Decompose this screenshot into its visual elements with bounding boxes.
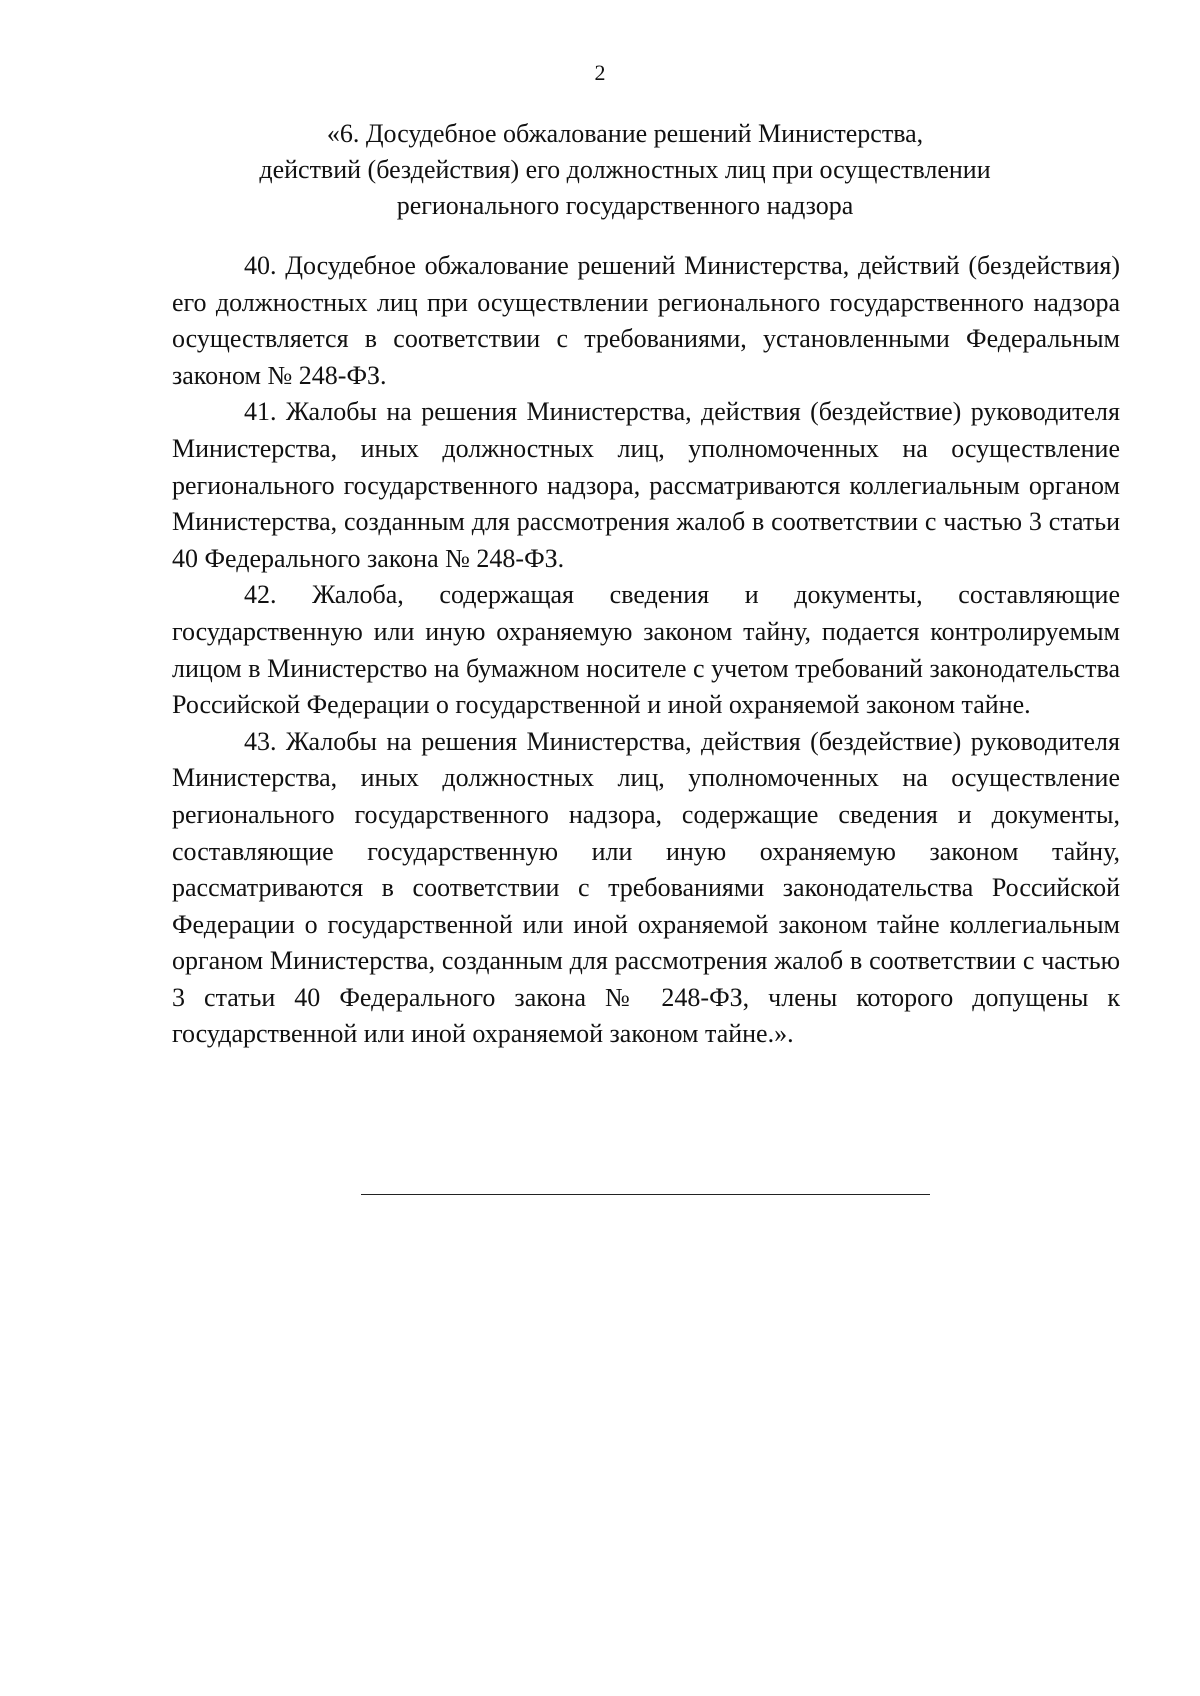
paragraph-42: 42. Жалоба, содержащая сведения и документы, составляющие государственную или иную охраняемую законом тайну, подается контролируемым лицом в Министерство на бумажном носителе с учетом требований законодательства Российской Федерации о государственной и иной охраняемой законом тайне. <box>172 580 1120 720</box>
end-divider <box>361 1194 930 1195</box>
section-heading <box>200 116 1050 224</box>
section-heading-line-1: «6. Досудебное обжалование решений Министерства, <box>326 119 924 148</box>
section-heading-line-2: действий (бездействия) его должностных лиц при осуществлении <box>259 155 991 184</box>
page-number: 2 <box>594 60 606 85</box>
paragraph-40: 40. Досудебное обжалование решений Министерства, действий (бездействия) его должностных лиц при осуществлении регионального государственного надзора осуществляется в соответствии с требованиями, установленными Федеральным законом № 248-ФЗ. <box>172 251 1120 390</box>
section-heading-line-3: регионального государственного надзора <box>396 191 854 220</box>
paragraph-43: 43. Жалобы на решения Министерства, действия (бездействие) руководителя Министерства, иных должностных лиц, уполномоченных на осуществление регионального государственного надзора, содержащие сведения и документы, составляющие государственную или иную охраняемую законом тайну, рассматриваются в соответствии с требованиями законодательства Российской Федерации о государственной или иной охраняемой законом тайне коллегиальным органом Министерства, созданным для рассмотрения жалоб в соответствии с частью 3 статьи 40 Федерального закона № 248-ФЗ, члены которого допущены к государственной или иной охраняемой законом тайне.». <box>172 726 1120 1049</box>
document-body <box>172 248 1120 1053</box>
paragraph-41: 41. Жалобы на решения Министерства, действия (бездействие) руководителя Министерства, иных должностных лиц, уполномоченных на осуществление регионального государственного надзора, рассматриваются коллегиальным органом Министерства, созданным для рассмотрения жалоб в соответствии с частью 3 статьи 40 Федерального закона № 248-ФЗ. <box>172 397 1120 573</box>
